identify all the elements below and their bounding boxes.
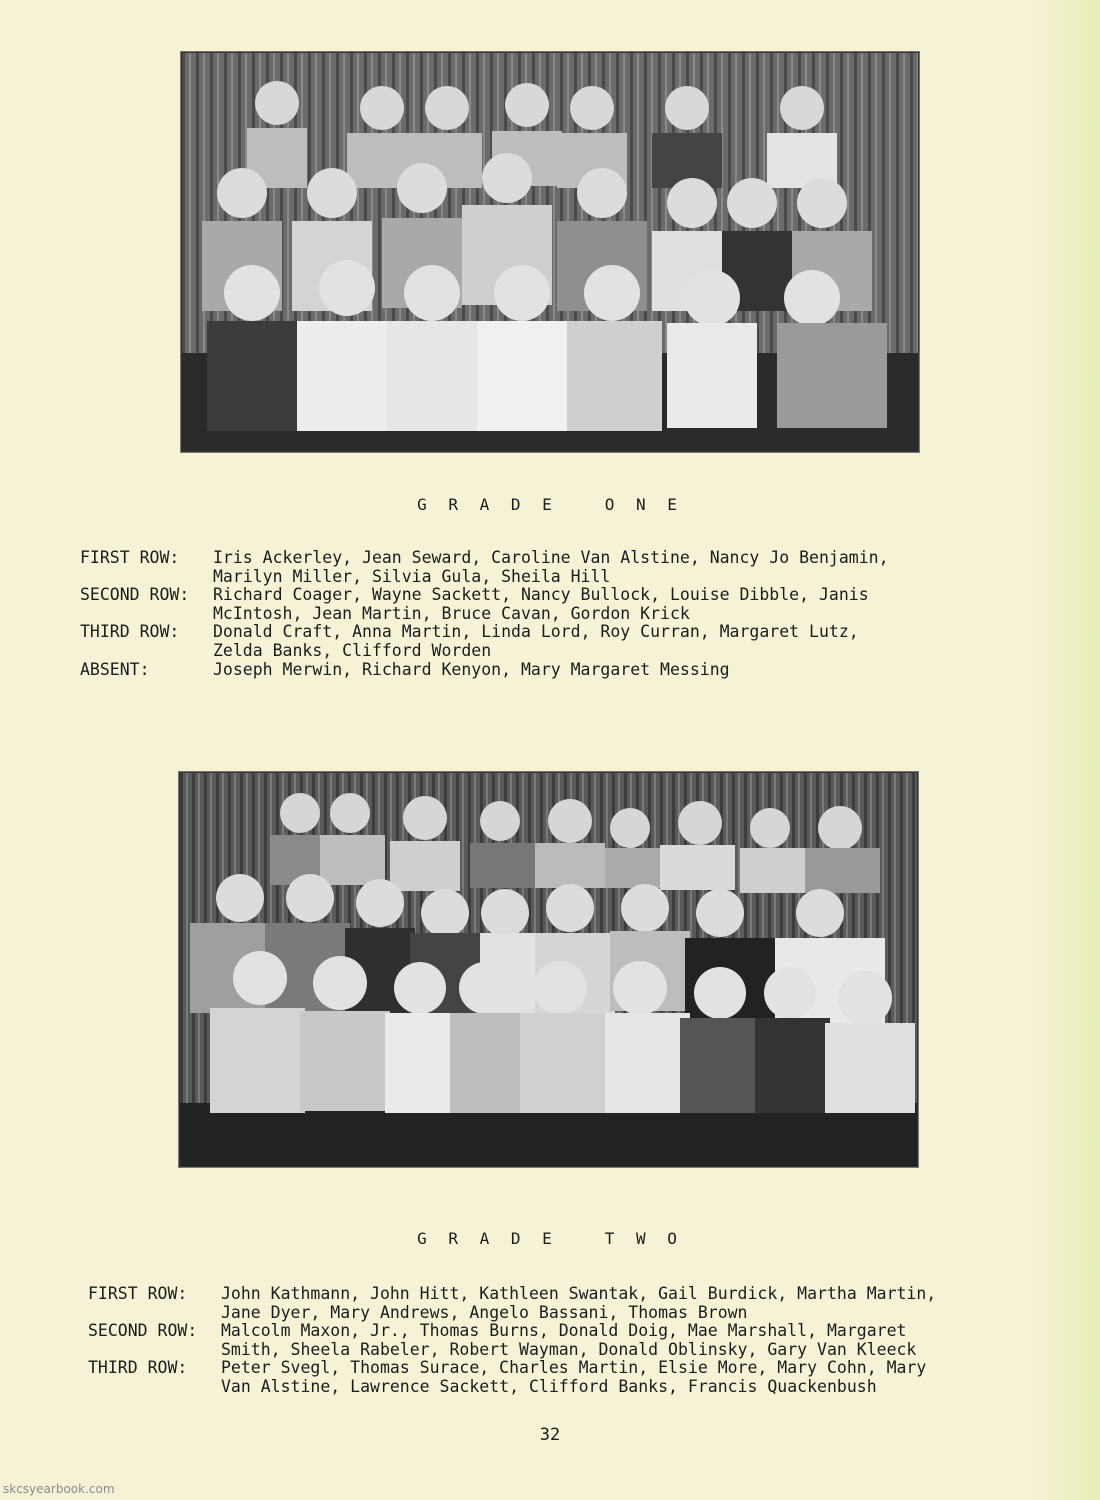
roster-row-second [88, 1322, 936, 1359]
names-line: Jane Dyer, Mary Andrews, Angelo Bassani, Thomas Brown [221, 1302, 748, 1322]
watermark: skcsyearbook.com [3, 1482, 115, 1496]
photo-image [180, 773, 917, 1166]
roster-row-third [88, 1359, 936, 1396]
roster-row-third [80, 623, 889, 660]
grade-two-class-photo [179, 772, 918, 1167]
grade-one-class-photo [181, 52, 919, 452]
roster-row-absent [80, 661, 889, 680]
names-line: McIntosh, Jean Martin, Bruce Cavan, Gordon Krick [213, 603, 690, 623]
names-line: Joseph Merwin, Richard Kenyon, Mary Margaret Messing [213, 659, 730, 679]
names-line: Peter Svegl, Thomas Surace, Charles Martin, Elsie More, Mary Cohn, Mary [221, 1358, 927, 1378]
row-label: FIRST ROW: [80, 548, 180, 567]
row-label: FIRST ROW: [88, 1284, 188, 1303]
row-label: SECOND ROW: [88, 1321, 198, 1341]
roster-row-first [80, 549, 889, 586]
names-line: Malcolm Maxon, Jr., Thomas Burns, Donald Doig, Mae Marshall, Margaret [221, 1321, 907, 1341]
page-number: 32 [539, 1425, 561, 1445]
grade-two-roster [88, 1285, 936, 1397]
names-line: Iris Ackerley, Jean Seward, Caroline Van Alstine, Nancy Jo Benjamin, [213, 548, 889, 567]
names-line: Van Alstine, Lawrence Sackett, Clifford Banks, Francis Quackenbush [221, 1376, 877, 1396]
names-line: John Kathmann, John Hitt, Kathleen Swantak, Gail Burdick, Martha Martin, [221, 1284, 937, 1303]
row-label: SECOND ROW: [80, 585, 190, 605]
grade-one-title: G R A D E O N E [417, 495, 683, 514]
names-line: Donald Craft, Anna Martin, Linda Lord, Roy Curran, Margaret Lutz, [213, 622, 859, 642]
names-line: Zelda Banks, Clifford Worden [213, 640, 492, 660]
names-line: Richard Coager, Wayne Sackett, Nancy Bullock, Louise Dibble, Janis [213, 585, 869, 605]
names-line: Marilyn Miller, Silvia Gula, Sheila Hill [213, 566, 611, 586]
grade-one-roster [80, 549, 889, 679]
roster-row-second [80, 586, 889, 623]
row-label: ABSENT: [80, 659, 150, 679]
photo-image [182, 53, 918, 451]
page-edge [1030, 0, 1100, 1500]
roster-row-first [88, 1285, 936, 1322]
names-line: Smith, Sheela Rabeler, Robert Wayman, Donald Oblinsky, Gary Van Kleeck [221, 1339, 917, 1359]
row-label: THIRD ROW: [88, 1358, 188, 1378]
grade-two-title: G R A D E T W O [417, 1229, 683, 1248]
row-label: THIRD ROW: [80, 622, 180, 642]
